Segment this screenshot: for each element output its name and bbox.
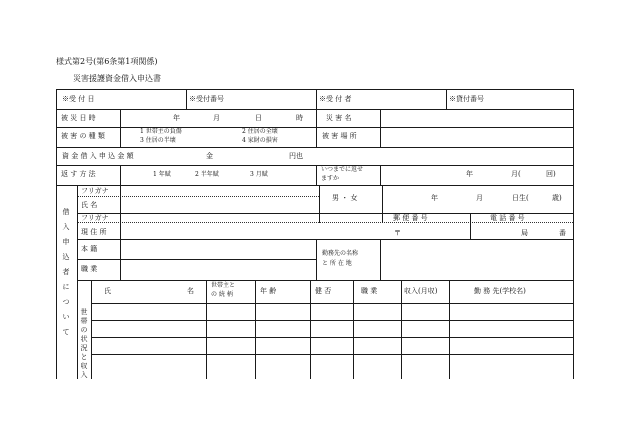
hh-header-income: 収入(月収) xyxy=(404,287,438,295)
phone-divider xyxy=(382,222,573,223)
birth-year-unit: 年 xyxy=(431,194,438,202)
form-title: 災害援護資金借入申込書 xyxy=(73,74,161,83)
application-form-grid xyxy=(56,89,574,379)
loan-number-label: ※貸付番号 xyxy=(449,95,484,103)
repay-until-line2: ますか xyxy=(321,175,340,182)
household-side-char: 世 xyxy=(80,308,88,316)
postal-code-label: 郵 便 番 号 xyxy=(393,214,428,222)
rule-r5-mid2 xyxy=(380,165,381,185)
rule-r1-b xyxy=(316,89,317,109)
applicant-side-char: い xyxy=(62,313,70,321)
loan-amount-label: 資 金 借 入 申 込 金 額 xyxy=(62,152,134,160)
age-unit: 歳) xyxy=(552,194,562,202)
rule-app-work2 xyxy=(380,239,381,280)
rule-row1 xyxy=(56,109,574,110)
hh-header-age: 年 齢 xyxy=(260,287,277,295)
disaster-year-unit: 年 xyxy=(173,114,180,122)
damage-option-4[interactable]: 4 家財の損害 xyxy=(242,137,278,144)
rule-r2-mid xyxy=(316,109,317,147)
rule-household-header xyxy=(91,303,574,304)
applicant-side-char: て xyxy=(62,328,70,336)
rule-row5 xyxy=(56,185,574,186)
rule-r2-mid2 xyxy=(380,109,381,147)
rule-household-2 xyxy=(91,337,574,338)
household-side-char: の xyxy=(80,326,88,334)
rule-left xyxy=(56,89,57,379)
rule-hh-1 xyxy=(206,280,207,379)
household-side-char: 状 xyxy=(80,335,88,343)
rule-hh-3 xyxy=(310,280,311,379)
received-date-label: ※受 付 日 xyxy=(62,95,95,103)
rule-hh-6 xyxy=(449,280,450,379)
repay-method-monthly[interactable]: 3 月賦 xyxy=(250,171,268,178)
disaster-hour-unit: 時 xyxy=(296,114,303,122)
rule-app-work xyxy=(316,239,317,280)
household-side-char: 入 xyxy=(80,371,88,379)
rule-r2-label xyxy=(120,109,121,147)
rule-top xyxy=(56,89,574,90)
applicant-side-char: 入 xyxy=(62,223,70,231)
repay-month-unit: 月( xyxy=(511,170,521,178)
rule-row2 xyxy=(56,127,574,128)
rule-side xyxy=(77,185,78,379)
rule-app-gender xyxy=(382,185,383,223)
household-side-label xyxy=(80,309,88,381)
damage-place-label: 被 害 場 所 xyxy=(322,132,357,140)
workplace-label-line2: と 所 在 地 xyxy=(322,260,352,267)
rule-hh-2 xyxy=(255,280,256,379)
receiver-label: ※受 付 者 xyxy=(319,95,352,103)
rule-household-1 xyxy=(91,320,574,321)
rule-app-phone xyxy=(470,213,471,239)
repay-method-label: 返 す 方 法 xyxy=(61,170,96,178)
hh-header-health: 健 否 xyxy=(315,287,332,295)
household-side-char: 況 xyxy=(80,344,88,352)
applicant-side-char: 申 xyxy=(62,238,70,246)
form-code: 様式第2号(第6条第1項関係) xyxy=(56,57,158,66)
rule-r1-c xyxy=(446,89,447,109)
yen-suffix: 円也 xyxy=(289,152,303,160)
rule-hh-4 xyxy=(353,280,354,379)
disaster-name-label: 災 害 名 xyxy=(326,114,352,122)
applicant-side-label xyxy=(62,209,70,344)
damage-option-3[interactable]: 3 住居の半壊 xyxy=(140,137,176,144)
repay-year-unit: 年 xyxy=(466,170,473,178)
applicant-name-label: 氏 名 xyxy=(81,201,98,209)
applicant-side-char: つ xyxy=(62,298,70,306)
disaster-day-unit: 日 xyxy=(255,114,262,122)
phone-exchange-unit: 局 xyxy=(521,229,528,237)
phone-number-label: 電 話 番 号 xyxy=(490,214,525,222)
household-side-char: と xyxy=(80,353,88,361)
rule-occupation-bottom xyxy=(77,280,574,281)
rule-row3 xyxy=(56,147,574,148)
household-side-char: 収 xyxy=(80,362,88,370)
disaster-month-unit: 月 xyxy=(213,114,220,122)
applicant-side-char: 者 xyxy=(62,268,70,276)
rule-household-3 xyxy=(91,354,574,355)
hh-header-relation-line2: の 続 柄 xyxy=(211,291,233,298)
domicile-label: 本 籍 xyxy=(81,245,98,253)
rule-r5-mid xyxy=(316,165,317,185)
repay-times-unit: 回) xyxy=(546,170,556,178)
hh-header-job: 職 業 xyxy=(361,287,378,295)
applicant-side-char: 込 xyxy=(62,253,70,261)
furigana-label-1: フリガナ xyxy=(81,187,109,195)
hh-header-workplace: 勤 務 先(学校名) xyxy=(474,287,526,295)
damage-option-2[interactable]: 2 住居の全壊 xyxy=(242,128,278,135)
rule-domicile-bottom xyxy=(77,259,316,260)
received-number-label: ※受付番号 xyxy=(189,95,224,103)
rule-right xyxy=(573,89,574,379)
hh-header-name-left: 氏 xyxy=(104,287,111,295)
hh-header-name-right: 名 xyxy=(187,287,194,295)
rule-hh-5 xyxy=(401,280,402,379)
birth-month-unit: 月 xyxy=(476,194,483,202)
hh-header-relation-line1: 世帯主と xyxy=(211,282,236,289)
rule-r1-a xyxy=(186,89,187,109)
postal-mark: 〒 xyxy=(394,229,401,237)
repay-until-line1: いつまでに返せ xyxy=(321,166,364,173)
gender-selector[interactable]: 男 ・ 女 xyxy=(332,194,358,202)
applicant-side-char: に xyxy=(62,283,70,291)
furigana-label-2: フリガナ xyxy=(81,214,109,222)
repay-method-yearly[interactable]: 1 年賦 xyxy=(153,171,171,178)
rule-app-label xyxy=(120,185,121,280)
occupation-label: 職 業 xyxy=(81,265,98,273)
damage-option-1[interactable]: 1 世帯主の負傷 xyxy=(140,128,182,135)
workplace-label-line1: 勤務先の名称 xyxy=(322,250,359,257)
address-label: 現 住 所 xyxy=(81,228,107,236)
furigana-divider-1 xyxy=(77,196,319,197)
household-side-char: 帯 xyxy=(80,317,88,325)
yen-prefix: 金 xyxy=(206,152,213,160)
rule-address-bottom xyxy=(77,239,574,240)
rule-r5-label xyxy=(120,165,121,185)
rule-row4 xyxy=(56,165,574,166)
rule-app-mid xyxy=(319,185,320,223)
disaster-datetime-label: 被 災 日 時 xyxy=(61,114,96,122)
rule-hh-side xyxy=(91,280,92,379)
damage-type-label: 被 害 の 種 類 xyxy=(61,132,105,140)
repay-method-half-yearly[interactable]: 2 半年賦 xyxy=(195,171,219,178)
birth-day-unit: 日生( xyxy=(512,194,529,202)
phone-number-unit: 番 xyxy=(559,229,566,237)
applicant-side-char: 借 xyxy=(62,208,70,216)
